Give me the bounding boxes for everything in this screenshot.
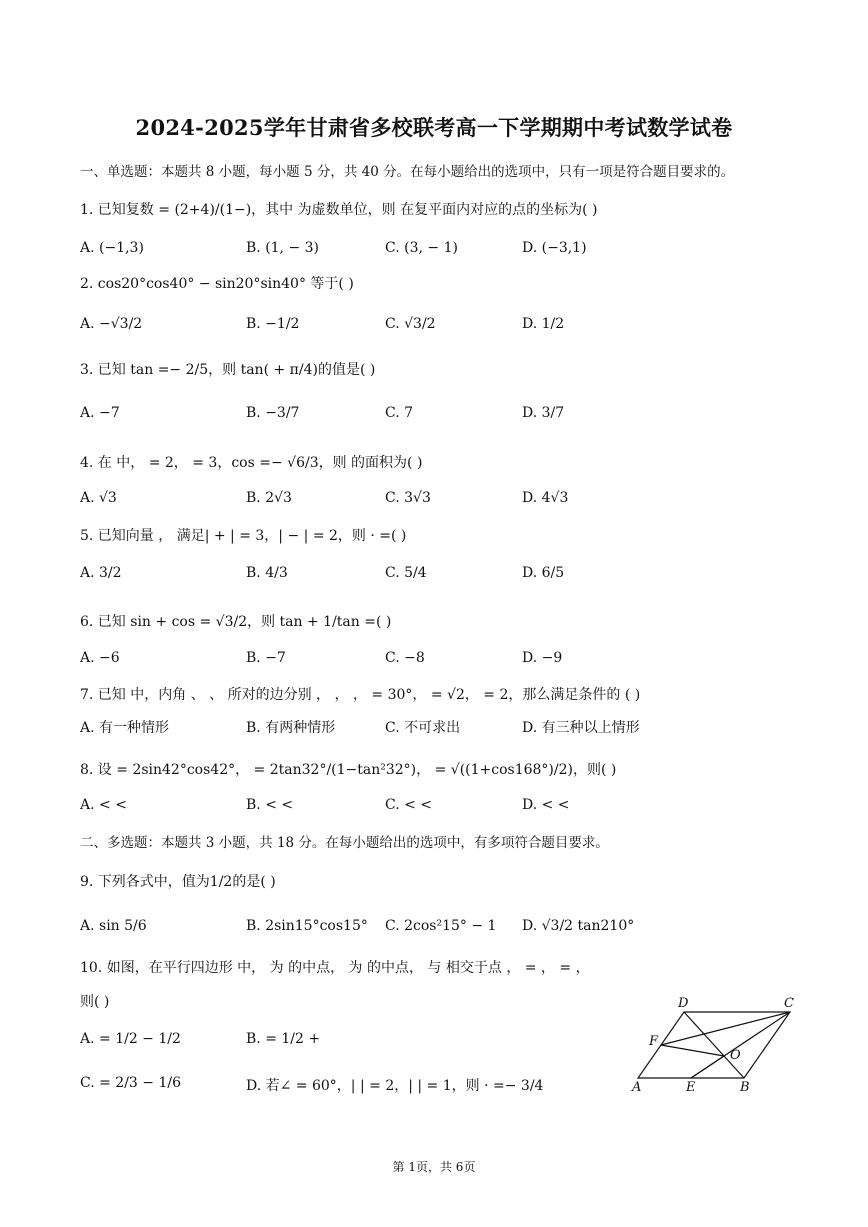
segment-fo <box>661 1045 724 1056</box>
figure-label-b: B <box>740 1080 750 1095</box>
question-4-stem: 4. 在 中， = 2， = 3，cos =− √6/3，则 的面积为( ) <box>80 455 423 471</box>
question-6-option-c: C. −8 <box>385 650 425 666</box>
question-1-option-c: C. (3, − 1) <box>385 240 458 256</box>
question-5-stem: 5. 已知向量 ， 满足| + | = 3，| − | = 2，则 · =( ) <box>80 528 407 544</box>
question-5-option-a: A. 3/2 <box>80 565 122 581</box>
question-2-stem: 2. cos20°cos40° − sin20°sin40° 等于( ) <box>80 276 354 292</box>
question-1-option-d: D. (−3,1) <box>522 240 587 256</box>
segment-bd <box>684 1012 744 1078</box>
section-heading-single-choice: 一、单选题：本题共 8 小题，每小题 5 分，共 40 分。在每小题给出的选项中，只有一项是符合题目要求的。 <box>80 164 735 180</box>
question-9-option-a: A. sin 5/6 <box>80 918 147 934</box>
question-9-option-c: C. 2cos²15° − 1 <box>385 918 497 934</box>
question-6-option-d: D. −9 <box>522 650 563 666</box>
question-5-option-c: C. 5/4 <box>385 565 427 581</box>
figure-label-a: A <box>632 1080 642 1095</box>
question-3-option-c: C. 7 <box>385 405 414 421</box>
question-3-option-b: B. −3/7 <box>246 405 300 421</box>
question-2-option-c: C. √3/2 <box>385 316 436 332</box>
page-footer: 第 1页，共 6页 <box>392 1160 476 1174</box>
question-3-stem: 3. 已知 tan =− 2/5，则 tan( + π/4)的值是( ) <box>80 362 376 378</box>
question-8-option-d: D. < < <box>522 797 570 813</box>
figure-label-d: D <box>678 996 689 1011</box>
figure-label-e: E <box>686 1080 696 1095</box>
question-6-option-b: B. −7 <box>246 650 286 666</box>
question-8-option-c: C. < < <box>385 797 433 813</box>
question-8-option-a: A. < < <box>80 797 127 813</box>
question-1-option-b: B. (1, − 3) <box>246 240 320 256</box>
segment-eo <box>691 1056 724 1078</box>
question-2-option-a: A. −√3/2 <box>80 316 143 332</box>
question-9-stem: 9. 下列各式中，值为1/2的是( ) <box>80 874 276 890</box>
question-5-option-d: D. 6/5 <box>522 565 565 581</box>
question-3-option-d: D. 3/7 <box>522 405 565 421</box>
question-10-option-a: A. = 1/2 − 1/2 <box>80 1031 181 1047</box>
question-3-option-a: A. −7 <box>80 405 120 421</box>
question-8-option-b: B. < < <box>246 797 294 813</box>
question-1-stem: 1. 已知复数 = (2+4)/(1−)，其中 为虚数单位，则 在复平面内对应的点的坐标为( ) <box>80 202 598 218</box>
question-1-option-a: A. (−1,3) <box>80 240 144 256</box>
question-8-stem: 8. 设 = 2sin42°cos42°， = 2tan32°/(1−tan²32°)， = √((1+cos168°)/2)，则( ) <box>80 762 617 778</box>
figure-label-c: C <box>784 996 794 1011</box>
question-7-option-a: A. 有一种情形 <box>80 720 170 736</box>
figure-label-f: F <box>649 1034 659 1049</box>
question-10-option-b: B. = 1/2 + <box>246 1031 321 1047</box>
question-6-option-a: A. −6 <box>80 650 120 666</box>
question-9-option-d: D. √3/2 tan210° <box>522 918 635 934</box>
figure-label-o: O <box>730 1048 741 1063</box>
question-9-option-b: B. 2sin15°cos15° <box>246 918 368 934</box>
section-heading-multiple-choice: 二、多选题：本题共 3 小题，共 18 分。在每小题给出的选项中，有多项符合题目要求。 <box>80 835 609 851</box>
question-10-stem-continued: 则( ) <box>80 994 110 1010</box>
question-6-stem: 6. 已知 sin + cos = √3/2，则 tan + 1/tan =( ) <box>80 614 392 630</box>
question-10-stem: 10. 如图，在平行四边形 中， 为 的中点， 为 的中点， 与 相交于点 ， = ， = ， <box>80 960 590 976</box>
question-4-option-b: B. 2√3 <box>246 490 292 506</box>
question-10-option-c: C. = 2/3 − 1/6 <box>80 1075 181 1091</box>
question-7-stem: 7. 已知 中，内角 、 、 所对的边分别 ， ， ， = 30°， = √2， = 2，那么满足条件的 ( ) <box>80 687 641 703</box>
parallelogram-figure <box>626 990 806 1095</box>
question-5-option-b: B. 4/3 <box>246 565 288 581</box>
question-4-option-d: D. 4√3 <box>522 490 569 506</box>
question-10-option-d: D. 若∠ = 60°，| | = 2，| | = 1，则 · =− 3/4 <box>246 1078 544 1094</box>
page-title: 2024-2025学年甘肃省多校联考高一下学期期中考试数学试卷 <box>135 115 733 140</box>
question-2-option-b: B. −1/2 <box>246 316 300 332</box>
question-7-option-b: B. 有两种情形 <box>246 720 336 736</box>
question-7-option-c: C. 不可求出 <box>385 720 461 736</box>
question-2-option-d: D. 1/2 <box>522 316 565 332</box>
question-4-option-c: C. 3√3 <box>385 490 431 506</box>
question-4-option-a: A. √3 <box>80 490 117 506</box>
question-7-option-d: D. 有三种以上情形 <box>522 720 640 736</box>
